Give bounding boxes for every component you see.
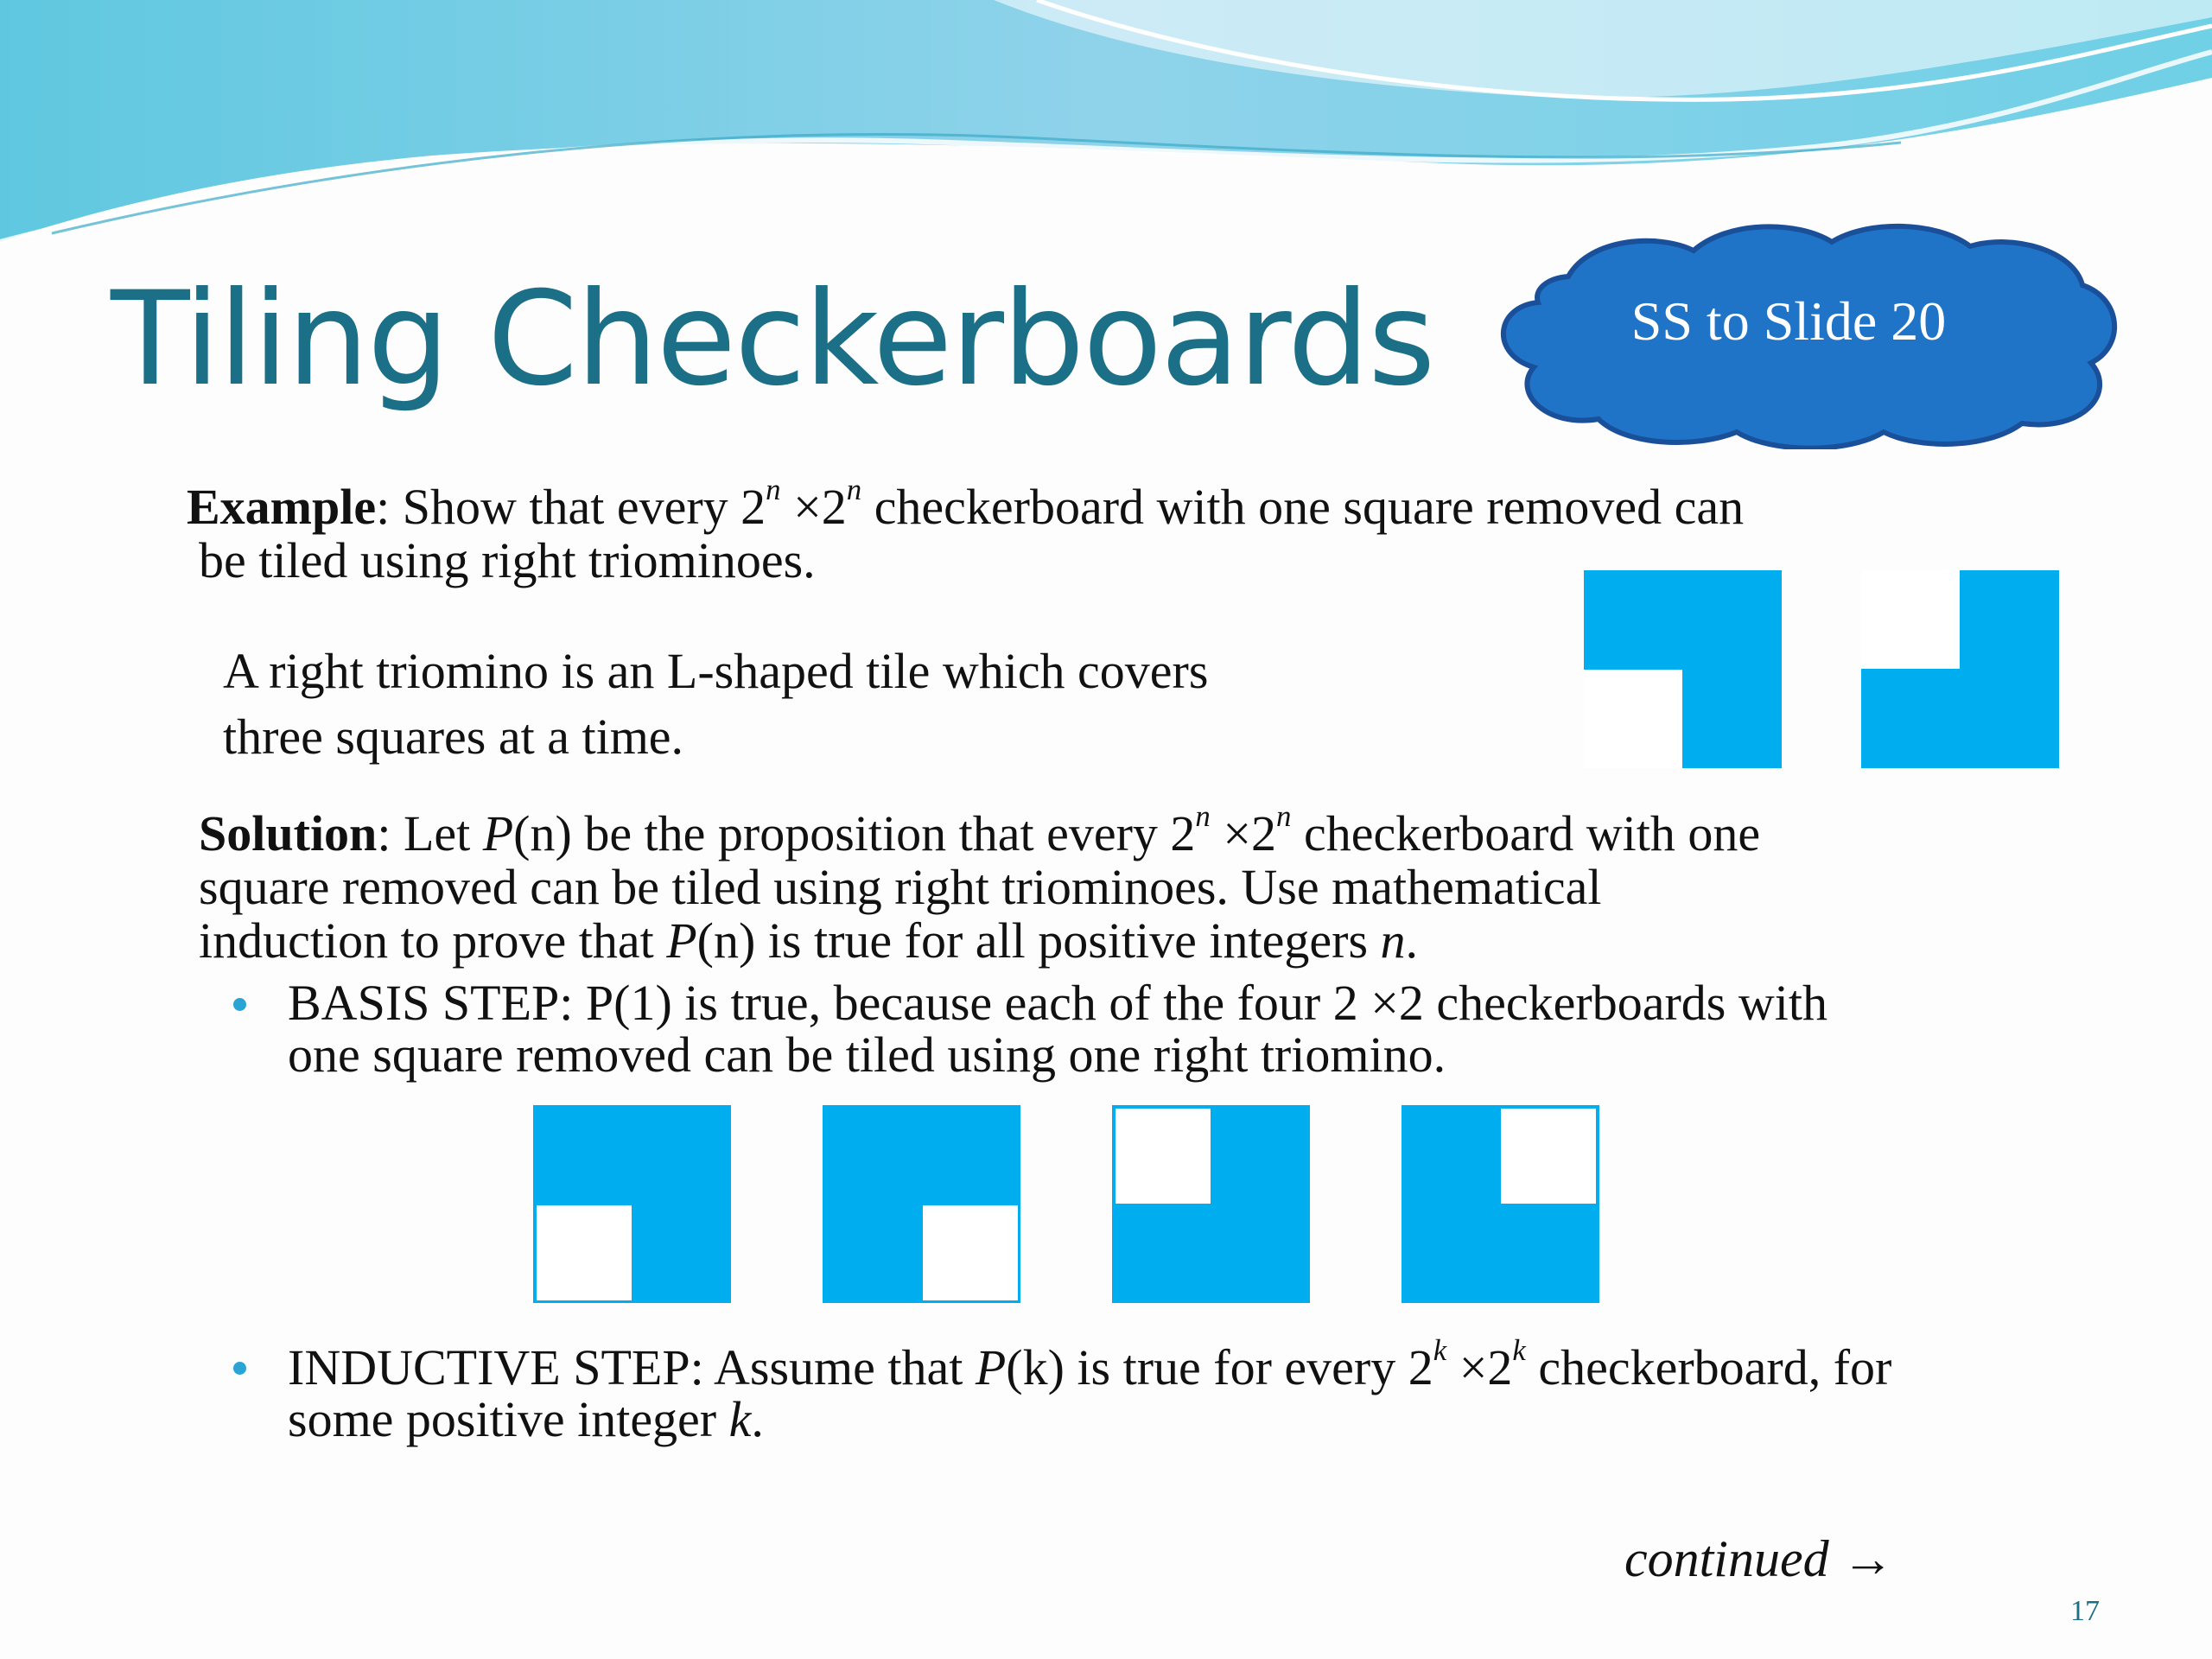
math-p: P [666,912,697,969]
inductive-text: . [751,1391,764,1447]
solution-line-3 [199,914,1418,968]
exponent: n [1276,799,1292,834]
example-times: ×2 [780,479,847,535]
triomino-definition-line-1: A right triomino is an L-shaped tile which covers [223,643,1209,699]
triomino-gap [1584,670,1682,768]
math-arg: (n) [696,912,756,969]
triomino-definition-line-2: three squares at a time. [223,709,684,765]
example-line-1 [187,473,1745,535]
math-p: P [975,1339,1007,1395]
checkerboard-1 [533,1105,731,1303]
solution-line-2: square removed can be tiled using right triominoes. Use mathematical [199,859,1602,915]
solution-text: checkerboard with one [1291,805,1761,861]
inductive-step-line-2 [288,1393,764,1446]
exponent: k [1512,1333,1526,1368]
exponent: n [1195,799,1211,834]
inductive-text: INDUCTIVE STEP: Assume that [288,1339,976,1395]
inductive-times: ×2 [1446,1339,1513,1395]
page-number: 17 [2070,1595,2100,1627]
triomino-gap [1861,570,1960,669]
exponent: k [1433,1333,1447,1368]
checkerboard-3 [1112,1105,1310,1303]
basis-step-line-1: BASIS STEP: P(1) is true, because each of the four 2 ×2 checkerboards with [288,975,1827,1031]
solution-line-1 [199,799,1761,861]
checkerboard-4 [1402,1105,1599,1303]
solution-text: be the proposition that every 2 [571,805,1196,861]
inductive-step-line-1 [288,1333,1892,1395]
exponent: n [846,473,862,507]
bullet-icon [233,998,246,1011]
slide-title: Tiling Checkerboards [111,264,1434,415]
math-arg: (k) [1006,1339,1065,1395]
solution-text: induction to prove that [199,912,667,969]
math-p: P [482,805,514,861]
example-line-2: be tiled using right triominoes. [199,532,816,588]
removed-square [1114,1107,1212,1205]
inductive-text: some positive integer [288,1391,729,1447]
math-k: k [728,1391,752,1447]
exponent: n [766,473,781,507]
bullet-icon [233,1362,246,1375]
checkerboard-2 [823,1105,1020,1303]
inductive-text: is true for every 2 [1064,1339,1433,1395]
solution-text: is true for all positive integers [755,912,1381,969]
solution-times: ×2 [1210,805,1277,861]
basis-step-line-2: one square removed can be tiled using one right triomino. [288,1027,1446,1083]
triomino-tile-1 [1584,570,1782,768]
solution-text: : Let [377,805,483,861]
solution-label: Solution [199,805,378,861]
example-text: : Show that every 2 [376,479,766,535]
solution-text: . [1405,912,1419,969]
math-n: n [1380,912,1406,969]
example-text: checkerboard with one square removed can [861,479,1745,535]
removed-square [1499,1107,1598,1205]
slide-link-label[interactable]: SS to Slide 20 [1630,290,1947,352]
removed-square [535,1204,633,1302]
math-arg: (n) [513,805,572,861]
triomino-tile-2 [1861,570,2059,768]
continued-label: continued → [1624,1530,1894,1587]
example-label: Example [187,479,377,535]
inductive-text: checkerboard, for [1525,1339,1892,1395]
removed-square [921,1204,1020,1302]
